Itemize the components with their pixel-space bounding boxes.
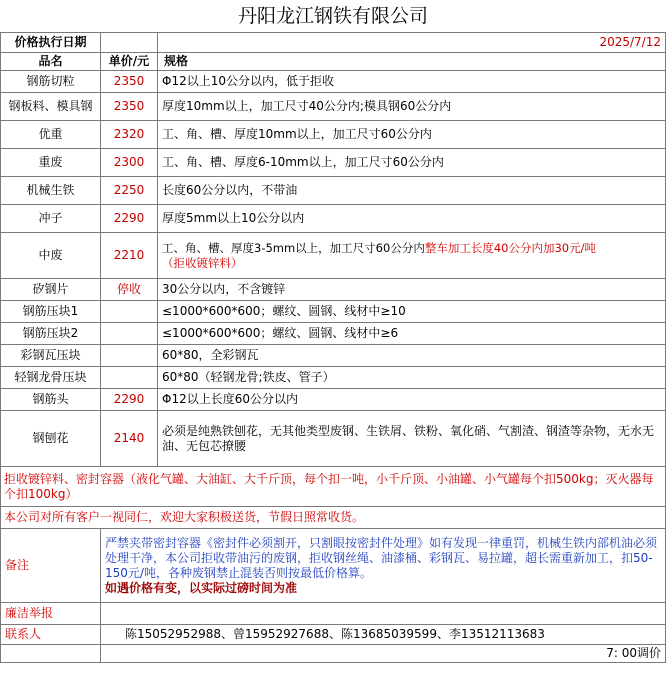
row-price: 2350 (101, 93, 158, 121)
notice-customers: 本公司对所有客户一视同仁，欢迎大家积极送货，节假日照常收货。 (1, 507, 666, 529)
row-spec: Φ12以上10公分以内，低于拒收 (158, 71, 666, 93)
row-spec (158, 233, 666, 279)
row-name: 彩钢瓦压块 (1, 345, 101, 367)
row-spec: 工、角、槽、厚度6-10mm以上，加工尺寸60公分内 (158, 149, 666, 177)
row-price: 2350 (101, 71, 158, 93)
row-name: 重废 (1, 149, 101, 177)
row-spec: Φ12以上长度60公分以内 (158, 389, 666, 411)
row-name: 钢筋头 (1, 389, 101, 411)
remarks-blue-text: 严禁夹带密封容器《密封件必须割开，只割眼按密封件处理》如有发现一律重罚，机械生铁内部机油必须处理干净，本公司拒收带油污的废钢，拒收钢丝绳、油漆桶、彩钢瓦、易拉罐，超长需重新加工，扣50-150元/吨，各种废钢禁止混装否则按最低价格算。 (105, 535, 658, 580)
table-row (1, 367, 666, 389)
row-name: 机械生铁 (1, 177, 101, 205)
date-label: 价格执行日期 (1, 33, 101, 53)
remarks-red-text: 如遇价格有变，以实际过磅时间为准 (105, 580, 298, 595)
row-price (101, 301, 158, 323)
row-spec: ≤1000*600*600；螺纹、圆钢、线材中≥6 (158, 323, 666, 345)
header-price: 单价/元 (101, 53, 158, 71)
row-spec: 60*80（轻钢龙骨;铁皮、管子） (158, 367, 666, 389)
row-price: 停收 (101, 279, 158, 301)
row-price (101, 367, 158, 389)
row-price: 2290 (101, 205, 158, 233)
table-row (1, 71, 666, 93)
company-title: 丹阳龙江钢铁有限公司 (1, 0, 666, 33)
row-price: 2250 (101, 177, 158, 205)
row-name: 钢板料、模具钢 (1, 93, 101, 121)
row-spec-red2: （拒收镀锌料） (162, 255, 243, 270)
date-value: 2025/7/12 (158, 33, 666, 53)
row-name: 钢筋切粒 (1, 71, 101, 93)
row-name: 优重 (1, 121, 101, 149)
row-name: 中废 (1, 233, 101, 279)
row-price: 2140 (101, 411, 158, 467)
row-spec: ≤1000*600*600；螺纹、圆钢、线材中≥10 (158, 301, 666, 323)
contact-numbers: 陈15052952988、曾15952927688、陈13685039599、李13512113683 (101, 625, 666, 645)
row-spec: 30公分以内，不含镀锌 (158, 279, 666, 301)
notice-rejection: 拒收镀锌料、密封容器（液化气罐、大油缸、大千斤顶，每个扣一吨，小千斤顶、小油罐、小气罐每个扣500kg；灭火器每个扣100kg） (1, 467, 666, 507)
row-name: 冲子 (1, 205, 101, 233)
row-name: 矽钢片 (1, 279, 101, 301)
row-price: 2290 (101, 389, 158, 411)
row-spec: 工、角、槽、厚度10mm以上，加工尺寸60公分内 (158, 121, 666, 149)
report-label: 廉洁举报 (1, 603, 101, 625)
table-row (1, 233, 666, 279)
row-price: 2320 (101, 121, 158, 149)
header-spec: 规格 (158, 53, 666, 71)
row-spec: 60*80，全彩钢瓦 (158, 345, 666, 367)
row-spec: 必须是纯熟铁刨花，无其他类型废钢、生铁屑、铁粉、氧化硝、气割渣、钢渣等杂物，无水无油、无包芯撩腰 (158, 411, 666, 467)
table-row (1, 93, 666, 121)
row-price: 2300 (101, 149, 158, 177)
row-spec: 长度60公分以内，不带油 (158, 177, 666, 205)
row-price: 2210 (101, 233, 158, 279)
table-row (1, 279, 666, 301)
row-spec-red: 整车加工长度40公分内加30元/吨 (424, 240, 596, 255)
table-row (1, 389, 666, 411)
table-row (1, 345, 666, 367)
row-price (101, 345, 158, 367)
table-row (1, 323, 666, 345)
row-name: 钢筋压块2 (1, 323, 101, 345)
remarks-content (101, 529, 666, 603)
row-name: 钢筋压块1 (1, 301, 101, 323)
row-name: 钢刨花 (1, 411, 101, 467)
table-row (1, 149, 666, 177)
row-spec: 厚度5mm以上10公分以内 (158, 205, 666, 233)
table-row (1, 121, 666, 149)
row-spec: 厚度10mm以上，加工尺寸40公分内;模具钢60公分内 (158, 93, 666, 121)
table-row (1, 205, 666, 233)
header-name: 品名 (1, 53, 101, 71)
row-price (101, 323, 158, 345)
table-row (1, 177, 666, 205)
footer-note: 7: 00调价 (101, 645, 666, 663)
contact-label: 联系人 (1, 625, 101, 645)
row-name: 轻钢龙骨压块 (1, 367, 101, 389)
row-spec-text: 工、角、槽、厚度3-5mm以上，加工尺寸60公分内 (162, 240, 425, 255)
remarks-label: 备注 (1, 529, 101, 603)
table-row (1, 301, 666, 323)
table-row (1, 411, 666, 467)
